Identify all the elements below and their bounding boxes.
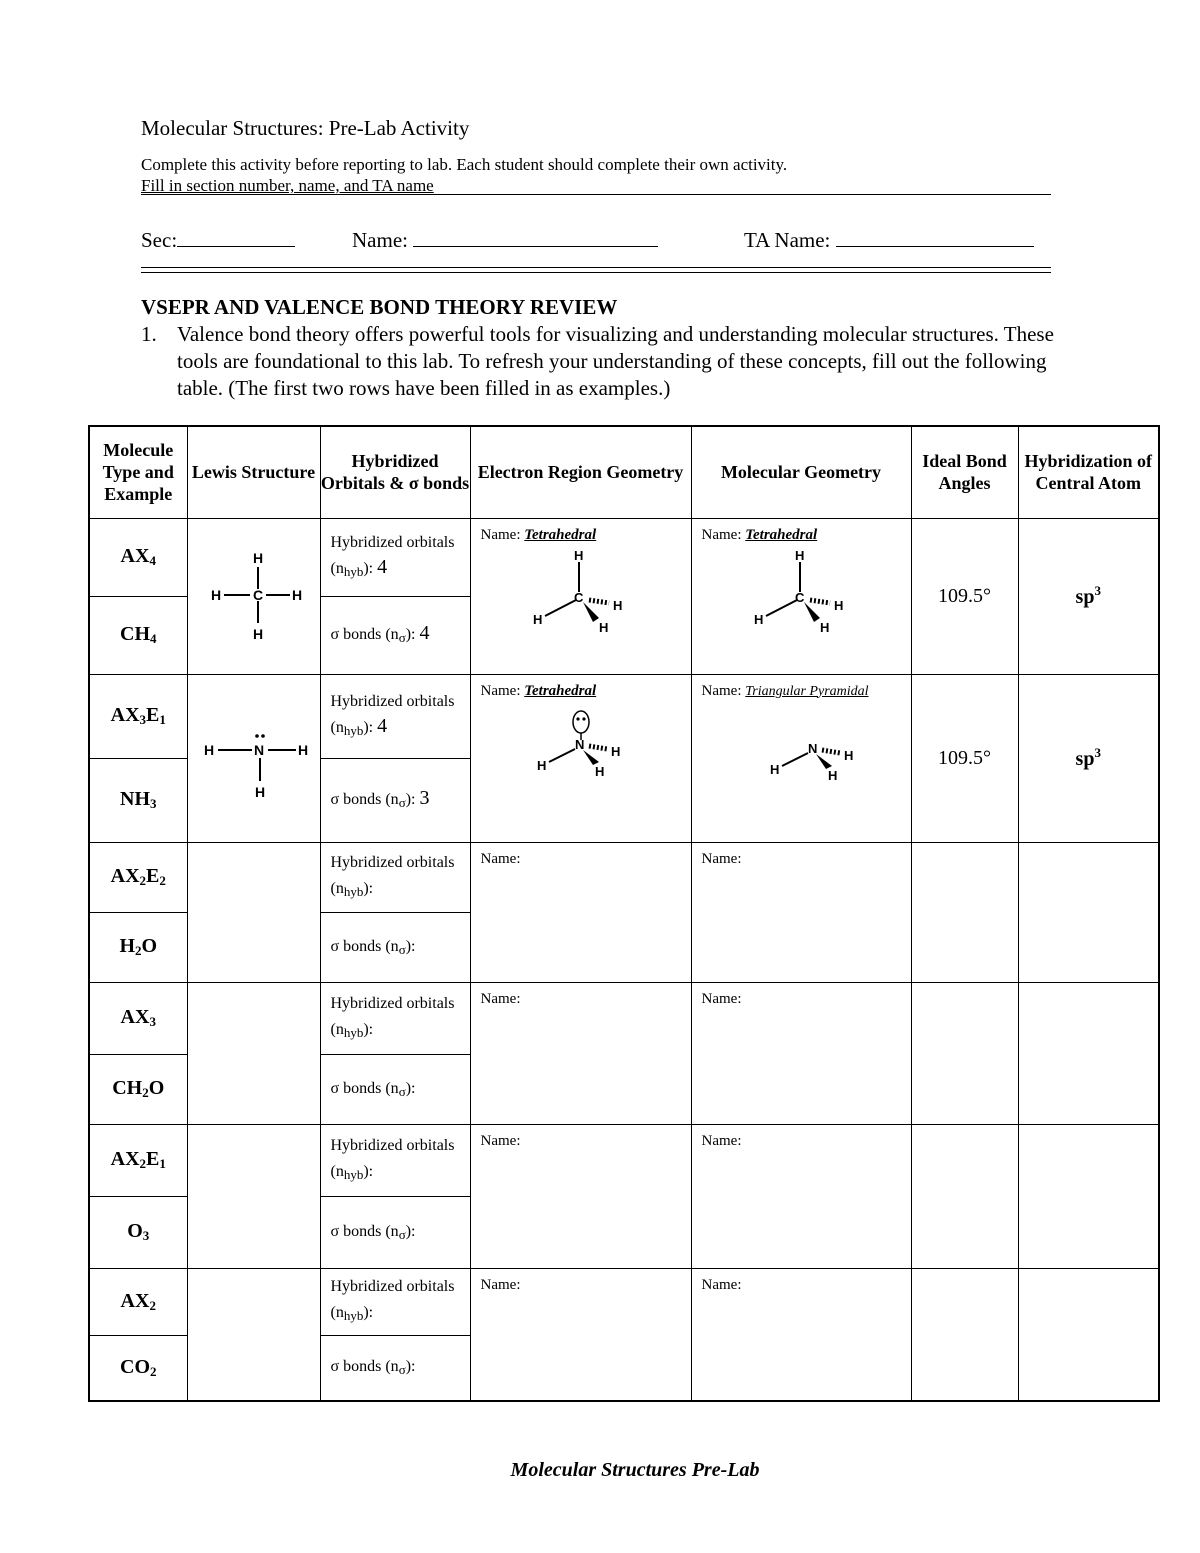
table-row (89, 674, 1159, 758)
question-number: 1. (141, 322, 157, 346)
table-row (89, 982, 1159, 1054)
hybridized-orbitals-cell[interactable] (320, 518, 470, 596)
type-e: E (146, 865, 160, 887)
atom-h: H (610, 743, 620, 759)
hybrid-label (331, 1137, 455, 1180)
atom-h: H (753, 611, 763, 627)
electron-geometry-cell[interactable] (470, 982, 691, 1124)
ta-name-label: TA Name: (744, 228, 836, 252)
atom-h: H (297, 741, 308, 758)
atom-h: H (532, 611, 542, 627)
instruction-line-2: Fill in section number, name, and TA name (141, 176, 434, 195)
atom-h: H (210, 586, 221, 603)
example-main: CH (112, 1077, 143, 1099)
hybrid-label (331, 854, 455, 897)
molecule-type (89, 842, 187, 912)
type-sub: 2 (139, 1156, 147, 1171)
name-label: Name: (480, 526, 521, 543)
lewis-structure-nh3 (194, 701, 314, 811)
type-sub: 3 (139, 712, 147, 727)
example-main: CO (120, 1355, 150, 1378)
instructions (141, 154, 787, 196)
sigma-label-text: σ bonds (n (330, 1358, 399, 1376)
hybrid-sub: hyb (343, 1308, 364, 1323)
name-label: Name: (352, 228, 414, 252)
sigma-label (331, 791, 416, 808)
molecule-type (89, 1124, 187, 1196)
close-paren: ): (363, 718, 374, 736)
hybrid-sub: hyb (343, 563, 364, 579)
hybrid-label-text: Hybridized orbitals (n (330, 853, 455, 897)
type-main: AX (110, 704, 140, 726)
atom-n: N (807, 740, 817, 756)
sigma-label-text: σ bonds (n (330, 790, 399, 808)
atom-h: H (819, 619, 829, 635)
table-row (89, 1124, 1159, 1196)
hybridization-sup: 3 (1094, 583, 1101, 598)
section-blank[interactable] (177, 226, 295, 247)
hybridized-orbitals-cell[interactable] (320, 982, 470, 1054)
electron-geometry-value: Tetrahedral (524, 526, 597, 543)
type-main: AX (120, 545, 150, 567)
example-sub: 3 (142, 1228, 150, 1243)
sigma-sub: σ (398, 941, 406, 957)
atom-c: C (252, 586, 263, 603)
example-sub: 2 (142, 1085, 149, 1100)
hybridization-value: sp (1075, 748, 1095, 770)
electron-geometry-value: Tetrahedral (524, 682, 597, 699)
electron-geometry-cell[interactable] (470, 674, 691, 842)
atom-n: N (253, 741, 264, 758)
molecular-geometry-cell[interactable] (691, 1124, 911, 1268)
type-sub: 1 (159, 712, 166, 727)
divider (141, 272, 1051, 273)
electron-geometry-cell[interactable] (470, 1268, 691, 1401)
close-paren: ): (405, 1358, 416, 1376)
name-label: Name: (480, 850, 521, 867)
molecular-geometry-value: Triangular Pyramidal (745, 683, 869, 699)
sigma-sub: σ (398, 1362, 406, 1378)
close-paren: ): (363, 1020, 374, 1038)
atom-h: H (769, 761, 779, 777)
example-main: H (119, 935, 135, 957)
name-label: Name: (701, 526, 742, 543)
hybridized-orbitals-cell[interactable] (320, 1268, 470, 1335)
hybrid-label-text: Hybridized orbitals (n (330, 1278, 455, 1321)
table-row (89, 518, 1159, 596)
type-main: AX (120, 1289, 150, 1312)
header-lewis: Lewis Structure (187, 426, 320, 518)
sigma-label (331, 938, 416, 955)
type-main: AX (110, 865, 140, 887)
example-main: NH (120, 788, 150, 810)
lewis-structure-ch4 (194, 539, 314, 649)
header-type: Molecule Type and Example (89, 426, 187, 518)
close-paren: ): (405, 937, 416, 955)
sigma-bonds-cell[interactable] (320, 1054, 470, 1124)
ta-name-field[interactable] (744, 226, 1034, 253)
type-sub: 3 (149, 1014, 156, 1029)
electron-geometry-cell[interactable] (470, 842, 691, 982)
atom-c: C (794, 589, 804, 605)
header-angles: Ideal Bond Angles (911, 426, 1018, 518)
sigma-label-text: σ bonds (n (330, 1079, 399, 1097)
sigma-bonds-cell[interactable] (320, 912, 470, 982)
hybrid-value: 4 (377, 714, 388, 737)
hybrid-value: 4 (377, 555, 388, 578)
electron-geometry-cell[interactable] (470, 1124, 691, 1268)
name-label: Name: (701, 850, 742, 867)
type-sub: 2 (149, 1297, 156, 1313)
name-label: Name: (480, 990, 521, 1007)
hybrid-label (331, 995, 455, 1038)
close-paren: ): (363, 1162, 374, 1180)
sigma-sub: σ (398, 629, 406, 645)
bond-angle-cell[interactable] (911, 1268, 1018, 1401)
hybridization-cell[interactable] (1018, 674, 1159, 842)
atom-h: H (833, 597, 843, 613)
hybridization-cell[interactable] (1018, 518, 1159, 674)
hybrid-label (331, 1278, 455, 1321)
name-field[interactable] (352, 226, 658, 253)
atom-h: H (594, 763, 604, 779)
sigma-sub: σ (398, 1226, 406, 1242)
example-main: O (127, 1220, 143, 1242)
hybridized-orbitals-cell[interactable] (320, 674, 470, 758)
atom-h: H (254, 783, 265, 800)
molecule-example (89, 758, 187, 842)
bond-angle-value: 109.5° (938, 746, 991, 769)
lewis-structure-cell[interactable] (187, 1124, 320, 1268)
hybridized-orbitals-cell[interactable] (320, 842, 470, 912)
atom-h: H (536, 757, 546, 773)
header-molecular: Molecular Geometry (691, 426, 911, 518)
instruction-line-1: Complete this activity before reporting to lab. Each student should complete their own activity. (141, 155, 788, 174)
hybrid-sub: hyb (343, 1166, 364, 1182)
divider (141, 267, 1051, 268)
name-label: Name: (480, 682, 521, 699)
example-sub: 4 (150, 631, 157, 646)
name-label: Name: (701, 990, 742, 1007)
example-tail: O (141, 935, 158, 957)
sigma-bonds-cell[interactable] (320, 758, 470, 842)
close-paren: ): (405, 1079, 416, 1097)
lewis-structure-cell[interactable] (187, 518, 320, 674)
header-electron: Electron Region Geometry (470, 426, 691, 518)
sigma-label (331, 1223, 416, 1240)
table-header-row (89, 426, 1159, 518)
page-footer: Molecular Structures Pre-Lab (510, 1459, 760, 1481)
type-main: AX (110, 1148, 140, 1170)
atom-h: H (252, 549, 263, 566)
name-label: Name: (701, 682, 742, 699)
hybrid-label-text: Hybridized orbitals (n (330, 994, 455, 1038)
hybrid-label-text: Hybridized orbitals (n (330, 1136, 455, 1180)
atom-h: H (203, 741, 214, 758)
sigma-label-text: σ bonds (n (330, 937, 399, 955)
bond-angle-cell[interactable] (911, 842, 1018, 982)
section-heading: VSEPR AND VALENCE BOND THEORY REVIEW (141, 295, 618, 319)
name-label: Name: (701, 1132, 742, 1149)
molecular-geometry-cell[interactable] (691, 1268, 911, 1401)
hybridization-cell[interactable] (1018, 982, 1159, 1124)
type-sub: 4 (149, 553, 156, 568)
sigma-label-text: σ bonds (n (330, 1222, 399, 1240)
molecule-type (89, 1268, 187, 1335)
atom-h: H (827, 767, 837, 783)
molecule-type (89, 674, 187, 758)
hybridized-orbitals-cell[interactable] (320, 1124, 470, 1196)
divider (141, 194, 1051, 195)
atom-h: H (291, 586, 302, 603)
name-blank[interactable] (413, 226, 658, 247)
molecule-example (89, 1335, 187, 1401)
type-main: AX (120, 1006, 150, 1028)
table-row (89, 1268, 1159, 1335)
name-label: Name: (480, 1132, 521, 1149)
molecular-geometry-diagram (750, 548, 850, 638)
sigma-sub: σ (398, 794, 406, 810)
molecular-geometry-cell[interactable] (691, 982, 911, 1124)
close-paren: ): (405, 790, 416, 808)
type-sub: 2 (139, 873, 147, 888)
bond-angle-value: 109.5° (938, 584, 991, 607)
table-row (89, 842, 1159, 912)
type-sub: 2 (159, 873, 166, 888)
close-paren: ): (363, 879, 374, 897)
close-paren: ): (405, 625, 416, 643)
sigma-bonds-cell[interactable] (320, 1335, 470, 1401)
electron-geometry-cell[interactable] (470, 518, 691, 674)
molecule-example (89, 1196, 187, 1268)
type-e: E (146, 704, 160, 726)
molecular-geometry-cell[interactable] (691, 842, 911, 982)
type-sub: 1 (159, 1156, 166, 1171)
sigma-label-text: σ bonds (n (330, 625, 399, 643)
hybridization-sup: 3 (1094, 745, 1101, 760)
header-hybridization: Hybridization of Central Atom (1018, 426, 1159, 518)
sigma-value: 3 (419, 786, 430, 809)
section-field[interactable] (141, 226, 295, 253)
bond-angle-cell[interactable] (911, 1124, 1018, 1268)
hybrid-label-text: Hybridized orbitals (n (330, 533, 455, 577)
sigma-value: 4 (419, 621, 430, 644)
lewis-structure-cell[interactable] (187, 982, 320, 1124)
example-main: CH (120, 623, 150, 645)
sigma-bonds-cell[interactable] (320, 596, 470, 674)
molecular-geometry-diagram (764, 740, 864, 820)
hybrid-sub: hyb (343, 1024, 364, 1040)
bond-angle-cell[interactable] (911, 674, 1018, 842)
atom-h: H (573, 547, 583, 563)
atom-n: N (574, 736, 584, 752)
atom-h: H (843, 747, 853, 763)
example-sub: 2 (150, 1363, 157, 1379)
name-label: Name: (480, 1276, 521, 1293)
molecule-example (89, 912, 187, 982)
atom-c: C (573, 589, 583, 605)
lewis-structure-cell[interactable] (187, 674, 320, 842)
example-sub: 2 (135, 943, 142, 958)
name-label: Name: (701, 1276, 742, 1293)
hybrid-label (331, 693, 455, 736)
sigma-sub: σ (398, 1083, 406, 1099)
molecular-geometry-cell[interactable] (691, 518, 911, 674)
hybridization-cell[interactable] (1018, 842, 1159, 982)
vsepr-table (88, 425, 1160, 1402)
sigma-label (330, 1358, 416, 1378)
hybridization-value: sp (1075, 586, 1095, 608)
question-1 (141, 321, 1071, 402)
sigma-label (331, 626, 416, 643)
atom-h: H (252, 625, 263, 642)
atom-h: H (794, 547, 804, 563)
atom-h: H (612, 597, 622, 613)
molecular-geometry-value: Tetrahedral (745, 526, 818, 543)
hybridization-cell[interactable] (1018, 1268, 1159, 1401)
electron-geometry-diagram (531, 706, 631, 806)
hybrid-sub: hyb (343, 722, 364, 738)
molecule-type (89, 518, 187, 596)
question-text: Valence bond theory offers powerful tools for visualizing and understanding molecular structures. These tools are foundational to this lab. To refresh your understanding of these concepts, fill out the following table. (The first two rows have been filled in as examples.) (177, 322, 1054, 400)
molecular-geometry-cell[interactable] (691, 674, 911, 842)
hybridization-cell[interactable] (1018, 1124, 1159, 1268)
bond-angle-cell[interactable] (911, 518, 1018, 674)
page-title: Molecular Structures: Pre-Lab Activity (141, 116, 470, 140)
close-paren: ): (363, 1304, 374, 1321)
molecule-example (89, 596, 187, 674)
atom-h: H (598, 619, 608, 635)
hybrid-label (331, 534, 455, 577)
header-hybrid: Hybridized Orbitals & σ bonds (320, 426, 470, 518)
molecule-example (89, 1054, 187, 1124)
close-paren: ): (405, 1222, 416, 1240)
sigma-label (331, 1080, 416, 1097)
example-sub: 3 (150, 796, 157, 811)
section-label: Sec: (141, 228, 178, 252)
lewis-structure-cell[interactable] (187, 842, 320, 982)
sigma-bonds-cell[interactable] (320, 1196, 470, 1268)
close-paren: ): (363, 559, 374, 577)
bond-angle-cell[interactable] (911, 982, 1018, 1124)
hybrid-sub: hyb (343, 883, 364, 899)
lewis-structure-cell[interactable] (187, 1268, 320, 1401)
ta-name-blank[interactable] (836, 226, 1034, 247)
example-tail: O (148, 1077, 165, 1099)
hybrid-label-text: Hybridized orbitals (n (330, 692, 455, 736)
type-e: E (146, 1148, 160, 1170)
molecule-type (89, 982, 187, 1054)
electron-geometry-diagram (529, 548, 629, 638)
